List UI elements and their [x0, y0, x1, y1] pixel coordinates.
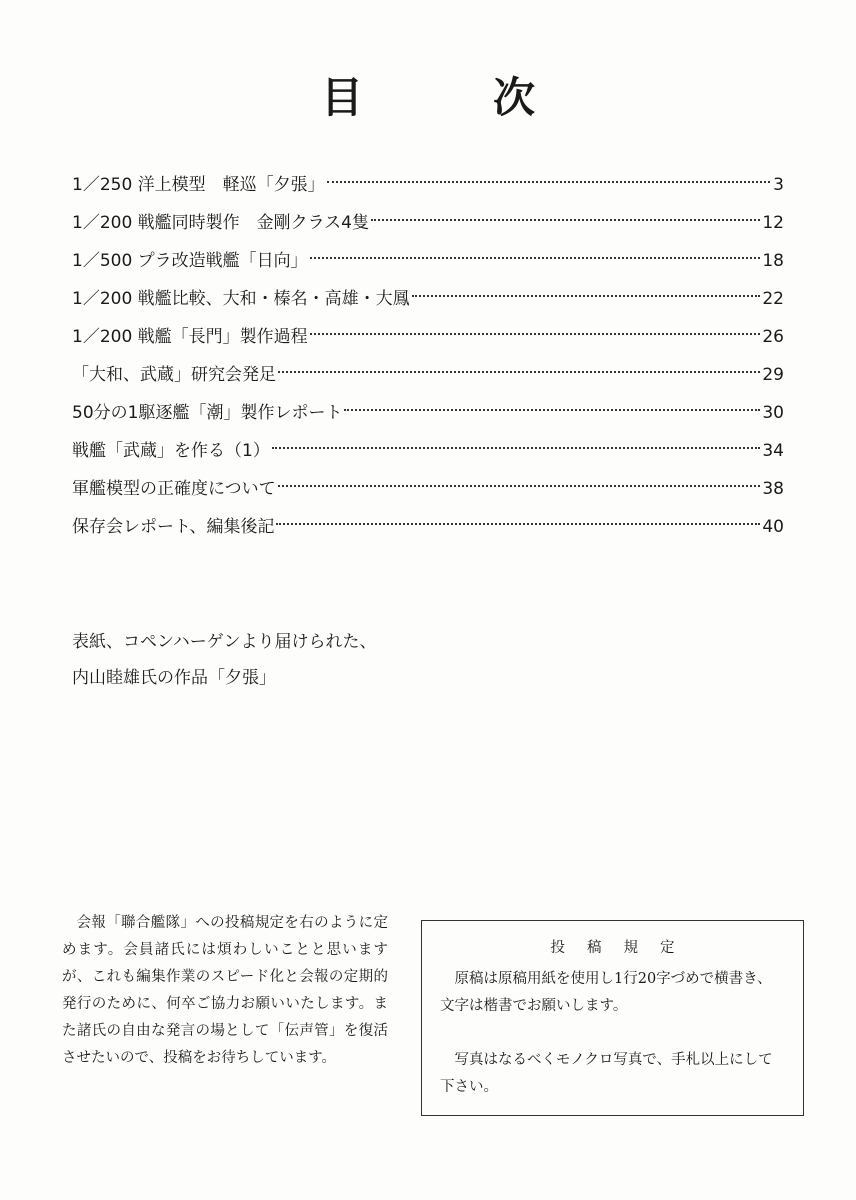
submission-rules-para-2: 写真はなるべくモノクロ写真で、手札以上にして下さい。 — [440, 1052, 773, 1095]
toc-entry-title: 軍艦模型の正確度について — [72, 479, 276, 499]
toc-entry-page: 29 — [762, 365, 784, 385]
toc-entry-title: 1／200 戦艦「長門」製作過程 — [72, 327, 308, 347]
toc-leader-dots — [278, 485, 761, 487]
toc-entry-page: 40 — [762, 517, 784, 537]
toc-entry-page: 38 — [762, 479, 784, 499]
toc-leader-dots — [412, 295, 761, 297]
cover-caption — [72, 624, 376, 696]
toc-entry — [72, 322, 784, 360]
toc-entry-title: 1／200 戦艦比較、大和・榛名・高雄・大鳳 — [72, 289, 410, 309]
toc-entry — [72, 474, 784, 512]
toc-entry-page: 3 — [773, 175, 784, 195]
toc-entry — [72, 170, 784, 208]
toc-leader-dots — [327, 181, 770, 183]
toc-leader-dots — [344, 409, 760, 411]
toc-entry — [72, 360, 784, 398]
toc-leader-dots — [278, 371, 760, 373]
toc-leader-dots — [310, 333, 761, 335]
submission-rules-title: 投稿規定 — [550, 940, 697, 956]
toc-entry-title: 1／250 洋上模型 軽巡「夕張」 — [72, 175, 325, 195]
toc-entry — [72, 436, 784, 474]
toc-entry-page: 18 — [762, 251, 784, 271]
toc-entry-title: 戦艦「武蔵」を作る（1） — [72, 441, 270, 461]
toc-entry — [72, 512, 784, 550]
toc-leader-dots — [371, 219, 760, 221]
cover-caption-line-2: 内山睦雄氏の作品「夕張」 — [72, 668, 276, 688]
table-of-contents — [72, 170, 784, 550]
toc-entry — [72, 208, 784, 246]
toc-entry-title: 「大和、武蔵」研究会発足 — [72, 365, 276, 385]
toc-entry-title: 保存会レポート、編集後記 — [72, 517, 275, 537]
toc-leader-dots — [276, 523, 760, 525]
toc-entry-page: 22 — [762, 289, 784, 309]
submission-notice — [62, 910, 388, 1072]
toc-leader-dots — [272, 447, 761, 449]
toc-entry — [72, 284, 784, 322]
toc-entry-page: 26 — [762, 327, 784, 347]
toc-entry-page: 34 — [762, 441, 784, 461]
page-title: 目 次 — [320, 73, 579, 122]
toc-entry-title: 1／500 プラ改造戦艦「日向」 — [72, 251, 308, 271]
toc-entry-page: 12 — [762, 213, 784, 233]
toc-entry — [72, 398, 784, 436]
toc-entry-title: 50分の1駆逐艦「潮」製作レポート — [72, 403, 343, 423]
submission-rules-para-1: 原稿は原稿用紙を使用し1行20字づめで横書き、文字は楷書でお願いします。 — [440, 971, 772, 1014]
toc-entry-title: 1／200 戦艦同時製作 金剛クラス4隻 — [72, 213, 369, 233]
toc-entry-page: 30 — [762, 403, 784, 423]
cover-caption-line-1: 表紙、コペンハーゲンより届けられた、 — [72, 632, 377, 652]
toc-entry — [72, 246, 784, 284]
toc-leader-dots — [310, 257, 761, 259]
submission-rules-box — [421, 920, 804, 1116]
submission-notice-text: 会報「聯合艦隊」への投稿規定を右のように定めます。会員諸氏には煩わしいことと思いますが、これも編集作業のスピード化と会報の定期的発行のために、何卒ご協力お願いいたします。また諸氏の自由な発言の場として「伝声管」を復活させたいので、投稿をお待ちしています。 — [62, 915, 388, 1066]
